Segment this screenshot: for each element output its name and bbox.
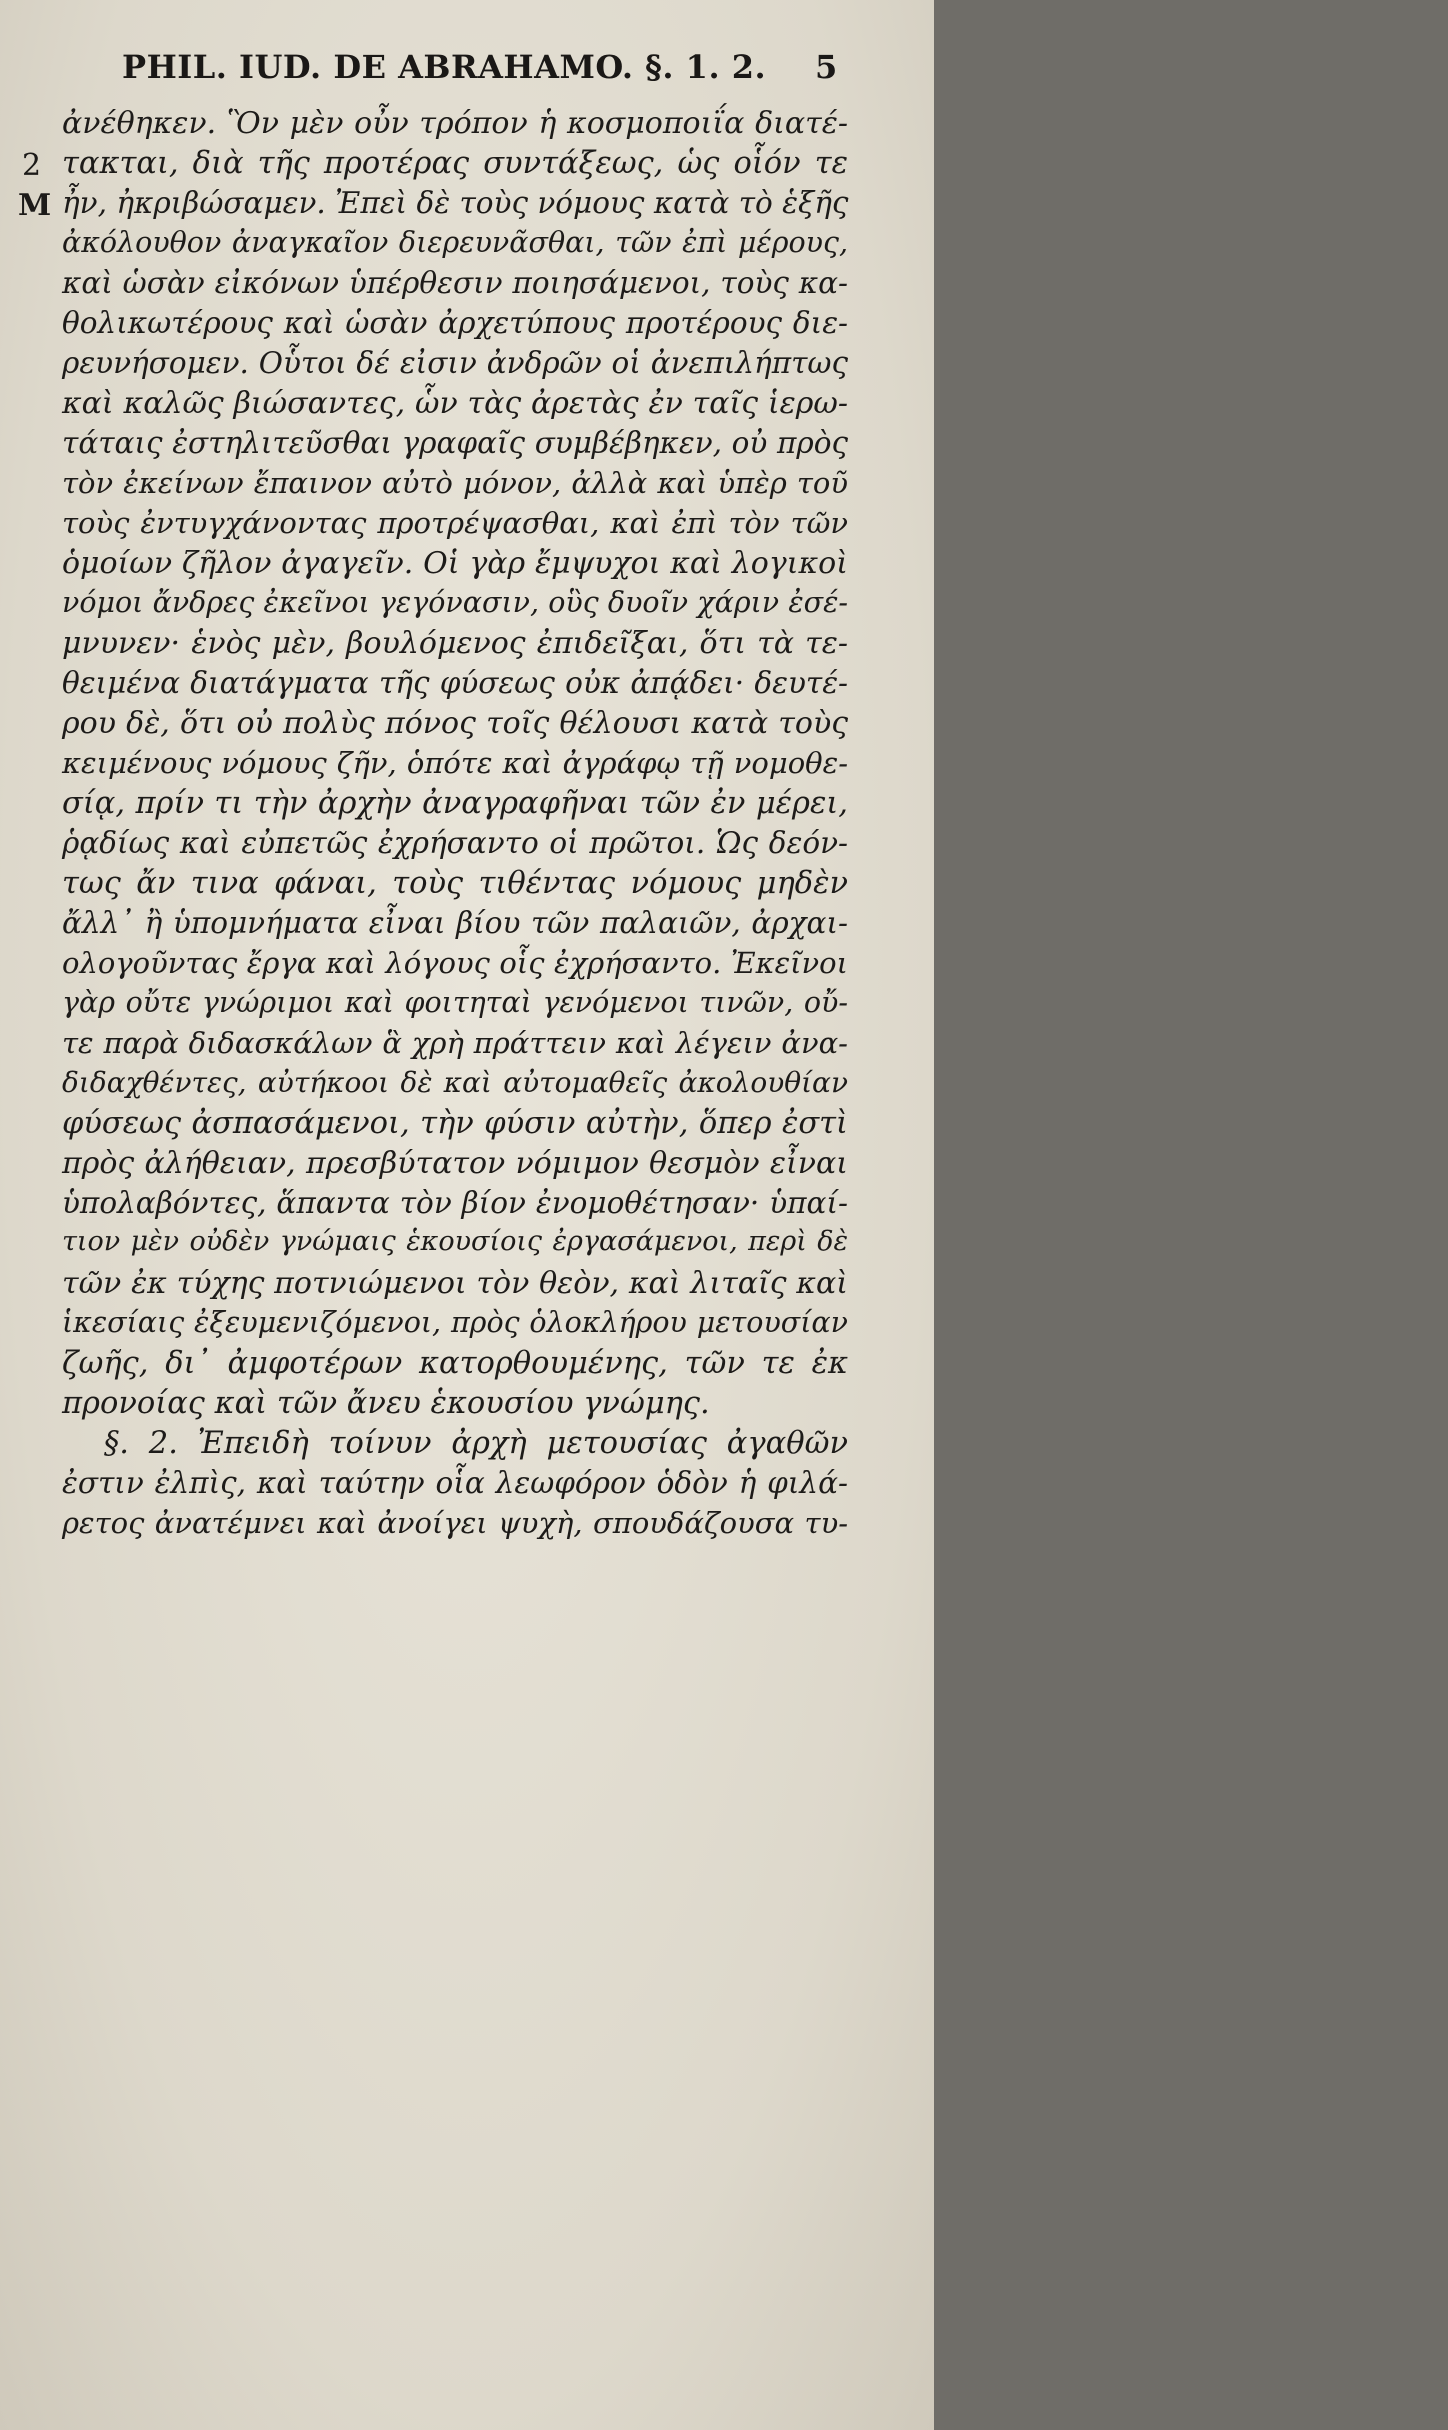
text-line: διδαχθέντες, αὐτήκοοι δὲ καὶ αὐτομαθεῖς ἀκολουθίαν <box>62 1066 848 1099</box>
text-line: ἱκεσίαις ἐξευμενιζόμενοι, πρὸς ὁλοκλήρου μετουσίαν <box>62 1306 848 1339</box>
text-line: ἀνέθηκεν. Ὃν μὲν οὖν τρόπον ἡ κοσμοποιΐα διατέ- <box>62 106 848 141</box>
text-line: πρὸς ἀλήθειαν, πρεσβύτατον νόμιμον θεσμὸν εἶναι <box>62 1146 848 1181</box>
margin-mark-chapter: 2 <box>22 148 42 183</box>
text-line: σίᾳ, πρίν τι τὴν ἀρχὴν ἀναγραφῆναι τῶν ἐν μέρει, <box>62 786 848 821</box>
text-line: τε παρὰ διδασκάλων ἃ χρὴ πράττειν καὶ λέγειν ἀνα- <box>62 1026 848 1060</box>
text-line: προνοίας καὶ τῶν ἄνευ ἑκουσίου γνώμης. <box>62 1386 710 1421</box>
text-line: τάταις ἐστηλιτεῦσθαι γραφαῖς συμβέβηκεν, οὐ πρὸς <box>62 426 848 460</box>
text-line: θειμένα διατάγματα τῆς φύσεως οὐκ ἀπᾴδει· δευτέ- <box>62 666 848 700</box>
text-line: ὑπολαβόντες, ἅπαντα τὸν βίον ἐνομοθέτησαν· ὑπαί- <box>62 1186 848 1220</box>
text-line: τακται, διὰ τῆς προτέρας συντάξεως, ὡς οἷόν τε <box>62 146 848 181</box>
text-line: φύσεως ἀσπασάμενοι, τὴν φύσιν αὐτὴν, ὅπερ ἐστὶ <box>62 1106 848 1141</box>
text-line: τῶν ἐκ τύχης ποτνιώμενοι τὸν θεὸν, καὶ λιταῖς καὶ <box>62 1266 848 1301</box>
text-line: τως ἄν τινα φάναι, τοὺς τιθέντας νόμους μηδὲν <box>62 866 848 901</box>
text-line: ῥᾳδίως καὶ εὐπετῶς ἐχρήσαντο οἱ πρῶτοι. Ὡς δεόν- <box>62 826 848 860</box>
text-line: ἦν, ἠκριβώσαμεν. Ἐπεὶ δὲ τοὺς νόμους κατὰ τὸ ἑξῆς <box>62 186 849 220</box>
text-line: ὁμοίων ζῆλον ἀγαγεῖν. Οἱ γὰρ ἔμψυχοι καὶ λογικοὶ <box>62 546 848 581</box>
text-line: τοὺς ἐντυγχάνοντας προτρέψασθαι, καὶ ἐπὶ τὸν τῶν <box>62 506 848 540</box>
text-line: μνυνεν· ἑνὸς μὲν, βουλόμενος ἐπιδεῖξαι, ὅτι τὰ τε- <box>62 626 848 661</box>
text-line: καὶ ὡσὰν εἰκόνων ὑπέρθεσιν ποιησάμενοι, τοὺς κα- <box>62 266 848 300</box>
page-number: 5 <box>815 48 838 86</box>
text-line: ολογοῦντας ἔργα καὶ λόγους οἷς ἐχρήσαντο. Ἐκεῖνοι <box>62 946 848 980</box>
margin-mark-m: M <box>18 188 52 223</box>
text-line: ρετος ἀνατέμνει καὶ ἀνοίγει ψυχὴ, σπουδάζουσα τυ- <box>62 1506 848 1540</box>
text-line: γὰρ οὔτε γνώριμοι καὶ φοιτηταὶ γενόμενοι τινῶν, οὔ- <box>62 986 848 1019</box>
text-line: ἄλλ᾽ ἢ ὑπομνήματα εἶναι βίου τῶν παλαιῶν, ἀρχαι- <box>62 906 848 940</box>
text-line: θολικωτέρους καὶ ὡσὰν ἀρχετύπους προτέρους διε- <box>62 306 848 340</box>
text-line: κειμένους νόμους ζῆν, ὁπότε καὶ ἀγράφῳ τῇ νομοθε- <box>62 746 848 780</box>
text-line: τὸν ἐκείνων ἔπαινον αὐτὸ μόνον, ἀλλὰ καὶ ὑπὲρ τοῦ <box>62 466 848 500</box>
text-line: ζωῆς, δι᾽ ἀμφοτέρων κατορθουμένης, τῶν τε ἐκ <box>62 1346 848 1381</box>
text-line: ρευνήσομεν. Οὗτοι δέ εἰσιν ἀνδρῶν οἱ ἀνεπιλήπτως <box>62 346 848 380</box>
running-title: PHIL. IUD. DE ABRAHAMO. §. 1. 2. <box>122 48 767 86</box>
text-line: καὶ καλῶς βιώσαντες, ὧν τὰς ἀρετὰς ἐν ταῖς ἱερω- <box>62 386 848 421</box>
text-line: νόμοι ἄνδρες ἐκεῖνοι γεγόνασιν, οὓς δυοῖν χάριν ἐσέ- <box>62 586 848 619</box>
text-line: ἐστιν ἐλπὶς, καὶ ταύτην οἷα λεωφόρον ὁδὸν ἡ φιλά- <box>62 1466 848 1500</box>
text-line: τιον μὲν οὐδὲν γνώμαις ἑκουσίοις ἐργασάμενοι, περὶ δὲ <box>62 1226 848 1257</box>
text-line: ἀκόλουθον ἀναγκαῖον διερευνᾶσθαι, τῶν ἐπὶ μέρους, <box>62 226 848 259</box>
section-heading-line: §. 2. Ἐπειδὴ τοίνυν ἀρχὴ μετουσίας ἀγαθῶν <box>104 1426 848 1461</box>
text-line: ρου δὲ, ὅτι οὐ πολὺς πόνος τοῖς θέλουσι κατὰ τοὺς <box>62 706 848 741</box>
running-header <box>0 48 934 88</box>
